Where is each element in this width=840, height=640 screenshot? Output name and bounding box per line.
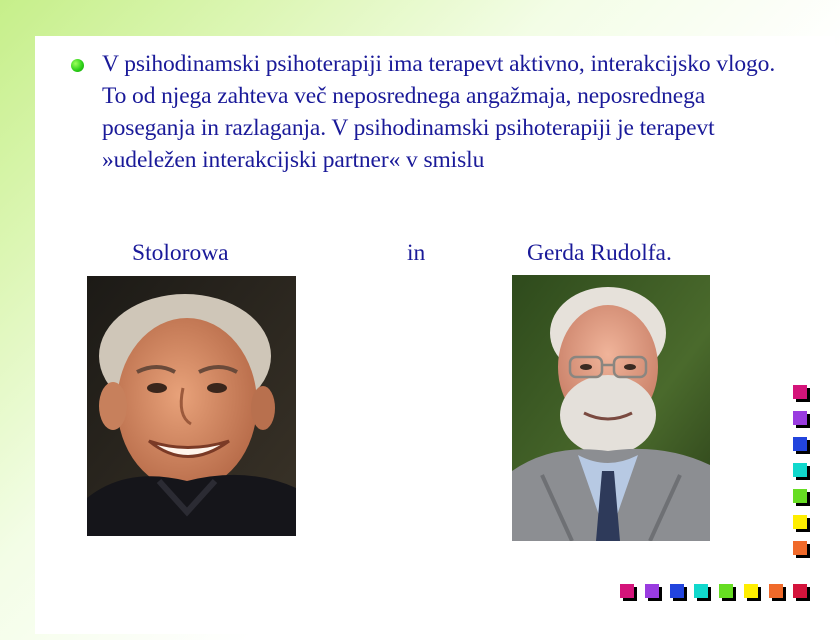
- decor-square: [645, 584, 659, 598]
- decor-square: [769, 584, 783, 598]
- portrait-stolorow: [87, 276, 296, 536]
- decor-square: [744, 584, 758, 598]
- slide-content: [35, 36, 835, 634]
- decor-square: [793, 541, 807, 555]
- bullet-item: [71, 48, 791, 176]
- decor-square: [793, 463, 807, 477]
- name-stolorow: Stolorowa: [132, 240, 229, 266]
- decor-square: [620, 584, 634, 598]
- decor-square: [793, 489, 807, 503]
- decor-square: [719, 584, 733, 598]
- decor-square: [793, 515, 807, 529]
- decor-square: [793, 385, 807, 399]
- decor-square: [670, 584, 684, 598]
- decor-square: [793, 437, 807, 451]
- name-rudolf: Gerda Rudolfa.: [527, 240, 672, 266]
- decor-square: [793, 584, 807, 598]
- decor-square: [793, 411, 807, 425]
- bullet-icon: [71, 59, 84, 72]
- name-joiner: in: [407, 240, 426, 266]
- bullet-text: V psihodinamski psihoterapiji ima terapevt aktivno, interakcijsko vlogo. To od njega zahteva več neposrednega angažmaja, neposrednega poseganja in razlaganja. V psihodinamski psihoterapiji je terapevt »udeležen interakcijski partner« v smislu: [102, 51, 776, 173]
- portrait-rudolf: [512, 275, 710, 541]
- decor-square: [694, 584, 708, 598]
